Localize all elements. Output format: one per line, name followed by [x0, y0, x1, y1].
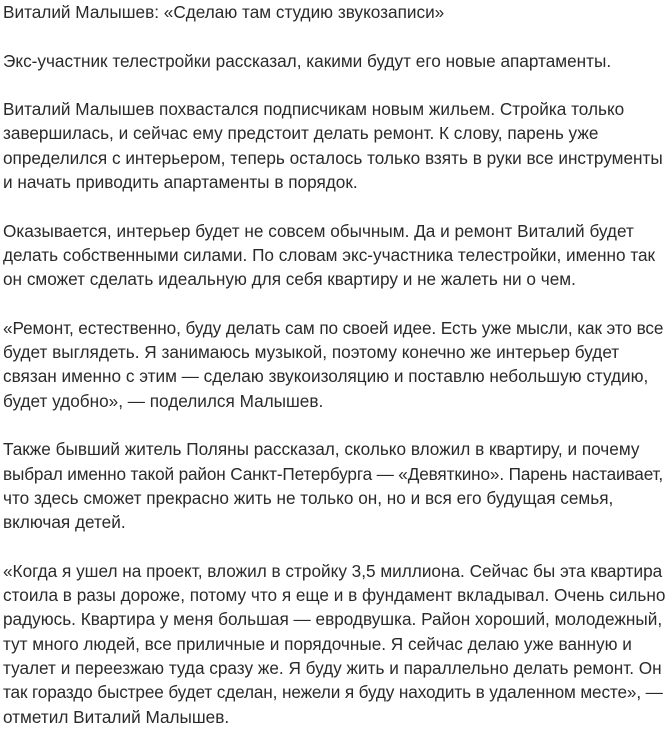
article-paragraph	[3, 194, 667, 291]
text-line: что здесь сможет прекрасно жить не только он, но и вся его будущая семья,	[3, 487, 614, 508]
article-paragraph	[3, 413, 667, 534]
text-line: Экс-участник телестройки рассказал, какими будут его новые апартаменты.	[3, 50, 612, 71]
text-line: тут много людей, все приличные и порядочные. Я сейчас делаю уже ванную и	[3, 633, 632, 654]
text-line: Оказывается, интерьер будет не совсем обычным. Да и ремонт Виталий будет	[3, 220, 634, 241]
text-line: так гораздо быстрее будет сделан, нежели я буду находить в удаленном месте», —	[3, 682, 663, 703]
text-line: отметил Виталий Малышев.	[3, 706, 230, 727]
article-title: Виталий Малышев: «Сделаю там студию звукозаписи»	[3, 2, 445, 22]
text-line: будет выглядеть. Я занимаюсь музыкой, поэтому конечно же интерьер будет	[3, 342, 620, 363]
text-line: и начать приводить апартаменты в порядок.	[3, 172, 358, 193]
text-line: определился с интерьером, теперь осталось только взять в руки все инструменты	[3, 147, 663, 168]
article-quote	[3, 535, 667, 729]
article-paragraph	[3, 73, 667, 194]
text-line: связан именно с этим — сделаю звукоизоляцию и поставлю небольшую студию,	[3, 366, 649, 387]
text-line: туалет и переезжаю туда сразу же. Я буду жить и параллельно делать ремонт. Он	[3, 658, 662, 679]
article-lead-paragraph	[3, 24, 667, 73]
text-line: он сможет сделать идеальную для себя квартиру и не жалеть ни о чем.	[3, 269, 576, 290]
text-line: завершилась, и сейчас ему предстоит делать ремонт. К слову, парень уже	[3, 123, 599, 144]
text-line: «Ремонт, естественно, буду делать сам по своей идее. Есть уже мысли, как это все	[3, 317, 664, 338]
text-line: «Когда я ушел на проект, вложил в стройку 3,5 миллиона. Сейчас бы эта квартира	[3, 560, 663, 581]
text-line: выбрал именно такой район Санкт-Петербурга — «Девяткино». Парень настаивает,	[3, 463, 664, 484]
article-quote	[3, 292, 667, 413]
text-line: делать собственными силами. По словам экс-участника телестройки, именно так	[3, 244, 656, 265]
text-line: включая детей.	[3, 512, 126, 533]
text-line: Также бывший житель Поляны рассказал, сколько вложил в квартиру, и почему	[3, 439, 640, 460]
text-line: радуюсь. Квартира у меня большая — евродвушка. Район хороший, молодежный,	[3, 609, 663, 630]
text-line: стоила в разы дороже, потому что я еще и в фундамент вкладывал. Очень сильно	[3, 585, 666, 606]
text-line: Виталий Малышев похвастался подписчикам новым жильем. Стройка только	[3, 99, 625, 120]
text-line: будет удобно», — поделился Малышев.	[3, 390, 324, 411]
article	[3, 0, 667, 729]
